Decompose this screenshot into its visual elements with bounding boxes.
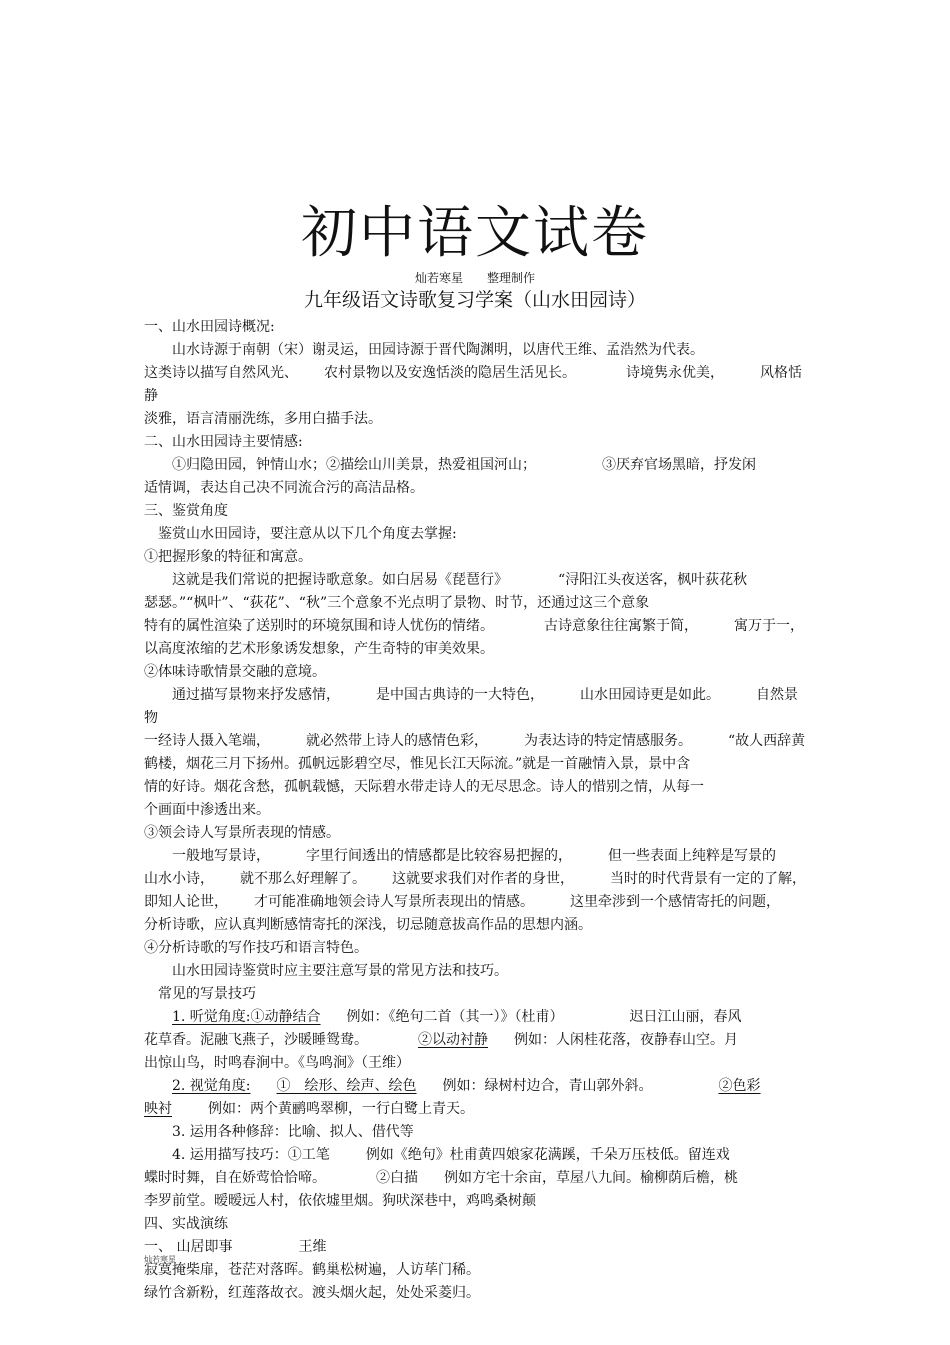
item-heading-2: ②体味诗歌情景交融的意境。 bbox=[144, 664, 326, 680]
text-span: 诗境隽永优美， bbox=[626, 365, 724, 381]
text-span: 例如：两个黄鹂鸣翠柳，一行白鹭上青天。 bbox=[208, 1101, 474, 1117]
section-heading-4: 四、实战演练 bbox=[144, 1216, 228, 1232]
text-span: 这里牵涉到一个感情寄托的问题， bbox=[570, 894, 780, 910]
text-span: 例如：《绝句二首（其一）》（杜甫） bbox=[346, 1009, 564, 1025]
paragraph: 出惊山鸟，时鸣春涧中。《鸟鸣涧》（王维） bbox=[144, 1055, 410, 1071]
text-span: 特有的属性渲染了送别时的环境氛围和诗人忧伤的情绪。 bbox=[144, 618, 494, 634]
poem-line: 寂寞掩柴扉，苍茫对落晖。鹤巢松树遍，人访荜门稀。 bbox=[144, 1262, 480, 1278]
text-span: 农村景物以及安逸恬淡的隐居生活见长。 bbox=[324, 365, 576, 381]
paragraph: 淡雅，语言清丽洗练，多用白描手法。 bbox=[144, 411, 382, 427]
text-span: 当时的时代背景有一定的了解， bbox=[610, 871, 806, 887]
item-heading-1: ①把握形象的特征和寓意。 bbox=[144, 549, 312, 565]
text-span: 例如：人闲桂花落，夜静春山空。月 bbox=[514, 1032, 738, 1048]
text-span: 花草香。泥融飞燕子，沙暖睡鸳鸯。 bbox=[144, 1032, 368, 1048]
paragraph bbox=[144, 569, 809, 592]
text-span: 寓万于一， bbox=[734, 618, 804, 634]
text-span: 例如方宅十余亩，草屋八九间。榆柳荫后檐，桃 bbox=[444, 1170, 738, 1186]
text-span: 是中国古典诗的一大特色， bbox=[376, 687, 544, 703]
paragraph bbox=[144, 868, 809, 891]
text-span: 这类诗以描写自然风光、 bbox=[144, 365, 298, 381]
text-span: ①归隐田园，钟情山水；②描绘山川美景，热爱祖国河山； bbox=[172, 457, 536, 473]
paragraph: 鹤楼，烟花三月下扬州。孤帆远影碧空尽，惟见长江天际流。”就是一首融情入景，景中含 bbox=[144, 756, 691, 772]
paragraph bbox=[144, 615, 809, 638]
text-span: 2. 视觉角度: bbox=[172, 1078, 251, 1094]
text-span: 为表达诗的特定情感服务。 bbox=[524, 733, 692, 749]
paragraph: 情的好诗。烟花含愁，孤帆载憾，天际碧水带走诗人的无尽思念。诗人的惜别之情，从每一 bbox=[144, 779, 704, 795]
poem-author: 王维 bbox=[298, 1239, 327, 1255]
paragraph bbox=[144, 891, 809, 914]
text-span: 才可能准确地领会诗人写景所表现出的情感。 bbox=[254, 894, 534, 910]
paragraph bbox=[144, 845, 809, 868]
paragraph: 分析诗歌，应认真判断感情寄托的深浅，切忌随意拔高作品的思想内涵。 bbox=[144, 917, 592, 933]
text-span: ②以动衬静 bbox=[418, 1032, 488, 1048]
paragraph bbox=[144, 362, 809, 408]
text-span: 一经诗人摄入笔端， bbox=[144, 733, 270, 749]
paragraph: 李罗前堂。暧暧远人村，依依墟里烟。狗吠深巷中，鸡鸣桑树颠 bbox=[144, 1193, 536, 1209]
paragraph bbox=[144, 1098, 809, 1121]
section-heading-3: 三、鉴赏角度 bbox=[144, 503, 228, 519]
technique-1 bbox=[144, 1006, 809, 1029]
text-span: 字里行间透出的情感都是比较容易把握的， bbox=[306, 848, 572, 864]
technique-heading: 常见的写景技巧 bbox=[158, 986, 256, 1002]
text-span: 4. 运用描写技巧：①工笔 bbox=[172, 1147, 330, 1163]
text-span: 一、 山居即事 bbox=[144, 1239, 233, 1255]
paragraph: 适情调，表达自己决不同流合污的高洁品格。 bbox=[144, 480, 424, 496]
text-span: “故人西辞黄 bbox=[728, 733, 806, 749]
text-span: 但一些表面上纯粹是写景的 bbox=[608, 848, 776, 864]
technique-3: 3. 运用各种修辞：比喻、拟人、借代等 bbox=[172, 1124, 414, 1140]
text-span: 这就要求我们对作者的身世， bbox=[392, 871, 574, 887]
paragraph bbox=[144, 454, 809, 477]
text-span: 通过描写景物来抒发感情， bbox=[172, 687, 340, 703]
text-span: 山水田园诗更是如此。 bbox=[580, 687, 720, 703]
paragraph bbox=[144, 1167, 809, 1190]
text-span: ②色彩 bbox=[718, 1078, 761, 1094]
paragraph bbox=[144, 684, 809, 730]
text-span: 迟日江山丽，春风 bbox=[629, 1009, 742, 1025]
text-span: 山水小诗， bbox=[144, 871, 214, 887]
page-footer: 灿若寒星 bbox=[144, 1255, 176, 1264]
section-heading-2: 二、山水田园诗主要情感: bbox=[144, 434, 303, 450]
document-subtitle: 九年级语文诗歌复习学案（山水田园诗） bbox=[303, 289, 646, 311]
paragraph: 山水田园诗鉴赏时应主要注意写景的常见方法和技巧。 bbox=[172, 963, 508, 979]
item-heading-4: ④分析诗歌的写作技巧和语言特色。 bbox=[144, 940, 368, 956]
text-span: ① 绘形、绘声、绘色 bbox=[276, 1078, 417, 1094]
paragraph bbox=[144, 730, 809, 753]
paragraph: 瑟瑟。”“枫叶”、“荻花”、“秋”三个意象不光点明了景物、时节，还通过这三个意象 bbox=[144, 595, 650, 611]
paragraph: 鉴赏山水田园诗，要注意从以下几个角度去掌握: bbox=[158, 526, 457, 542]
main-title: 初中语文试卷 bbox=[301, 201, 649, 266]
item-heading-3: ③领会诗人写景所表现的情感。 bbox=[144, 825, 340, 841]
text-span: 古诗意象往往寓繁于简， bbox=[544, 618, 698, 634]
text-span: 即知人论世， bbox=[144, 894, 228, 910]
poem-line: 绿竹含新粉，红莲落故衣。渡头烟火起，处处采菱归。 bbox=[144, 1285, 480, 1301]
poem-title bbox=[144, 1236, 809, 1259]
paragraph: 山水诗源于南朝（宋）谢灵运，田园诗源于晋代陶渊明，以唐代王维、孟浩然为代表。 bbox=[172, 342, 704, 358]
text-span: 1. 听觉角度:①动静结合 bbox=[172, 1009, 321, 1025]
text-span: 就不那么好理解了。 bbox=[240, 871, 366, 887]
paragraph: 个画面中渗透出来。 bbox=[144, 802, 270, 818]
text-span: 一般地写景诗， bbox=[172, 848, 270, 864]
text-span: “浔阳江头夜送客，枫叶荻花秋 bbox=[558, 572, 748, 588]
technique-2 bbox=[144, 1075, 809, 1098]
text-span: ②白描 bbox=[376, 1170, 418, 1186]
text-span: 风格恬静 bbox=[144, 365, 802, 404]
text-span: 就必然带上诗人的感情色彩， bbox=[306, 733, 488, 749]
text-span: 蝶时时舞，自在娇莺恰恰啼。 bbox=[144, 1170, 326, 1186]
text-span: 自然景物 bbox=[144, 687, 798, 726]
paragraph bbox=[144, 1029, 809, 1052]
text-span: 这就是我们常说的把握诗歌意象。如白居易《琵琶行》 bbox=[172, 572, 508, 588]
paragraph: 以高度浓缩的艺术形象诱发想象，产生奇特的审美效果。 bbox=[144, 641, 494, 657]
text-span: 映衬 bbox=[144, 1101, 172, 1117]
section-heading-1: 一、山水田园诗概况: bbox=[144, 319, 275, 335]
author-line: 灿若寒星 整理制作 bbox=[414, 271, 535, 285]
text-span: 例如《绝句》杜甫黄四娘家花满蹊，千朵万压枝低。留连戏 bbox=[365, 1147, 730, 1163]
text-span: ③厌弃官场黑暗，抒发闲 bbox=[602, 457, 756, 473]
technique-4 bbox=[144, 1144, 809, 1167]
text-span: 例如：绿树村边合，青山郭外斜。 bbox=[442, 1078, 653, 1094]
document-body bbox=[144, 316, 809, 1305]
